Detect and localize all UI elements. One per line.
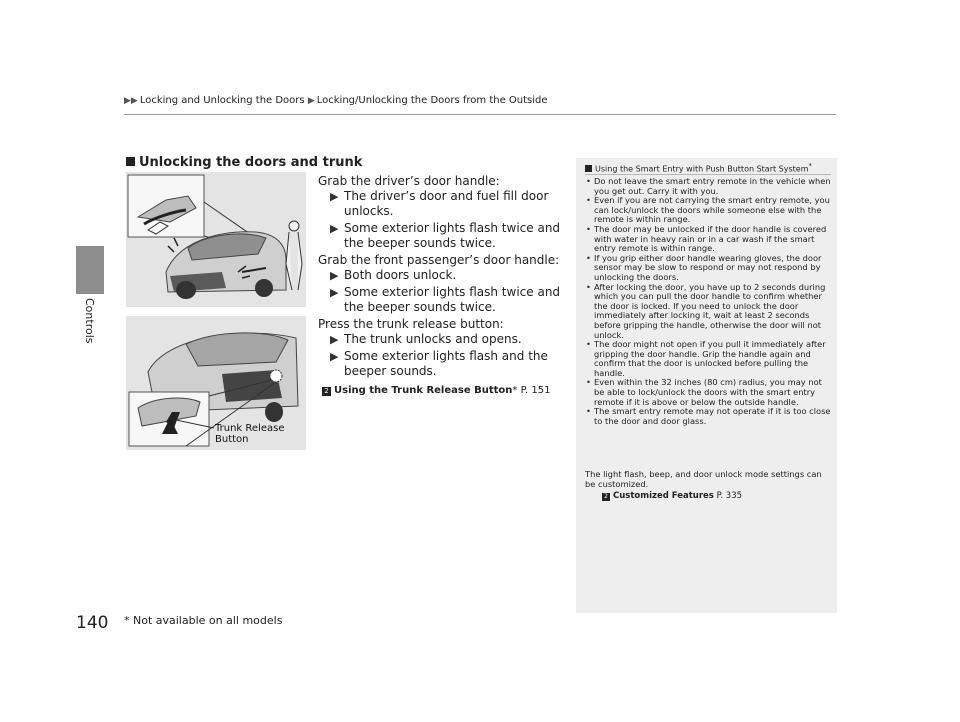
arrow-right-icon: ▶ [330, 269, 339, 282]
breadcrumb-crumb-2[interactable]: Locking/Unlocking the Doors from the Outside [316, 95, 548, 106]
reference-suffix: * P. 151 [512, 385, 551, 396]
page-number: 140 [76, 613, 109, 633]
car-front-illustration [126, 172, 306, 307]
step-sub-item [318, 285, 568, 315]
step-sub-text: Some exterior lights flash twice and the beeper sounds twice. [344, 221, 561, 250]
list-item [585, 177, 831, 196]
step-sub-text: Some exterior lights flash twice and the beeper sounds twice. [344, 285, 561, 314]
list-item-text: Do not leave the smart entry remote in the vehicle when you get out. Carry it with you. [594, 176, 831, 196]
bullet-icon: • [586, 176, 591, 186]
sidebox-note: The light flash, beep, and door unlock mode settings can be customized. [585, 469, 822, 489]
reference-mark-icon: 2 [602, 493, 610, 501]
sidebox-title [585, 162, 812, 174]
sidebox-title-suffix: * [808, 162, 812, 170]
reference-label: Customized Features [613, 491, 714, 501]
step-item [318, 174, 568, 251]
step-text: Grab the driver’s door handle: [318, 174, 500, 188]
step-sub-item [318, 189, 568, 219]
step-sub-text: The trunk unlocks and opens. [344, 332, 522, 346]
breadcrumb [124, 95, 548, 106]
bullet-icon: • [586, 377, 591, 388]
list-item-text: Even if you are not carrying the smart entry remote, you can lock/unlock the doors while someone else with the remote is within range. [594, 195, 830, 225]
sidebox-bullet-list [585, 177, 831, 426]
arrow-right-icon: ▶ [330, 333, 339, 346]
list-item-text: The smart entry remote may not operate if it is too close to the door and door glass. [594, 406, 831, 426]
step-sub-item [318, 221, 568, 251]
step-sub-text: Some exterior lights flash and the beeper sounds. [344, 349, 548, 378]
list-item [585, 196, 831, 225]
list-item [585, 378, 831, 407]
step-sub-text: Both doors unlock. [344, 268, 457, 282]
trunk-release-label [215, 423, 284, 445]
step-sub-item [318, 332, 568, 347]
list-item [585, 340, 831, 378]
sidebar-label: Controls [83, 298, 96, 344]
arrow-right-icon: ▶ [330, 222, 339, 235]
square-bullet-icon [126, 157, 135, 166]
reference-mark-icon: 2 [322, 387, 331, 396]
bullet-icon: • [586, 223, 591, 234]
arrow-right-icon: ▶ [330, 190, 339, 203]
list-item-text: If you grip either door handle wearing gloves, the door sensor may be slow to respond or may not respond by unlocking the doors. [594, 252, 822, 282]
step-text: Press the trunk release button: [318, 317, 504, 331]
list-item-text: The door might not open if you pull it immediately after gripping the door handle. Grip the handle again and confirm that the door is unlocked before pulling the handle. [594, 339, 826, 378]
list-item-text: Even within the 32 inches (80 cm) radius, you may not be able to lock/unlock the doors with the smart entry remote if it is above or below the outside handle. [594, 377, 822, 407]
sidebar-tab[interactable] [76, 246, 104, 294]
customized-features-link[interactable] [602, 491, 742, 501]
trunk-release-label-line2: Button [215, 434, 249, 445]
list-item [585, 407, 831, 426]
bullet-icon: • [586, 195, 591, 206]
bullet-icon: • [586, 281, 591, 292]
bullet-icon: • [586, 406, 591, 417]
list-item [585, 225, 831, 254]
bullet-icon: • [586, 252, 591, 263]
triangle-right-icon: ▶▶ [124, 96, 138, 106]
sidebox-mark-icon [585, 165, 592, 172]
section-heading-text: Unlocking the doors and trunk [139, 155, 363, 170]
sidebox-divider [585, 174, 831, 175]
reference-label: Using the Trunk Release Button [334, 385, 513, 396]
triangle-right-icon: ▶ [307, 96, 315, 106]
sidebox-title-text: Using the Smart Entry with Push Button Start System [595, 164, 809, 174]
step-sub-text: The driver’s door and fuel fill door unlocks. [344, 189, 549, 218]
reference-suffix: P. 335 [713, 491, 743, 501]
list-item [585, 254, 831, 283]
list-item-text: After locking the door, you have up to 2 seconds during which you can pull the door handle to confirm whether the door is locked. If you need to unlock the door immediately after locking it, wait at least 2 seconds before gripping the handle, otherwise the door will not unlock. [594, 281, 826, 340]
trunk-button-reference-link[interactable] [322, 383, 568, 398]
step-sub-item [318, 349, 568, 379]
step-item [318, 253, 568, 315]
steps-list [318, 174, 568, 398]
step-text: Grab the front passenger’s door handle: [318, 253, 560, 267]
section-heading [126, 155, 362, 170]
trunk-release-label-line1: Trunk Release [215, 423, 285, 434]
step-item [318, 317, 568, 379]
footnote: * Not available on all models [124, 614, 283, 627]
step-sub-item [318, 268, 568, 283]
arrow-right-icon: ▶ [330, 350, 339, 363]
list-item [585, 283, 831, 341]
list-item-text: The door may be unlocked if the door handle is covered with water in heavy rain or in a car wash if the smart entry remote is within range. [594, 223, 827, 254]
header-divider [124, 114, 836, 115]
bullet-icon: • [586, 339, 591, 350]
arrow-right-icon: ▶ [330, 286, 339, 299]
illustration-door-handle [126, 172, 306, 307]
breadcrumb-crumb-1[interactable]: Locking and Unlocking the Doors [139, 95, 305, 106]
